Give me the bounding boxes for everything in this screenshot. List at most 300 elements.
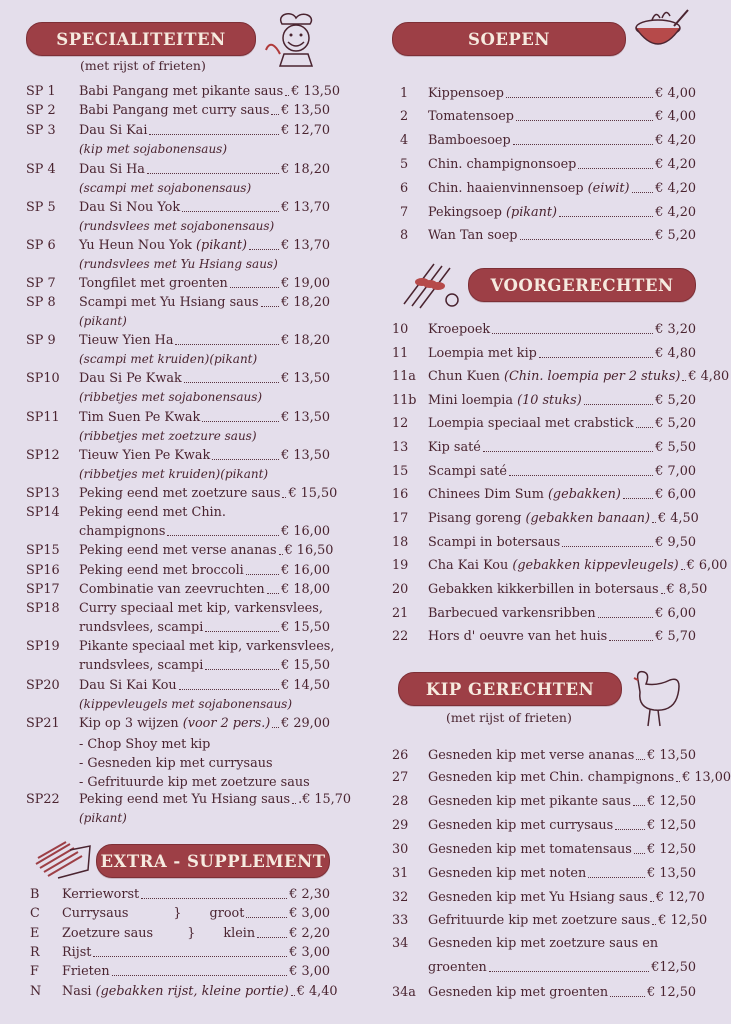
item-code: 17 — [392, 511, 409, 526]
item-name-text: Frieten — [62, 964, 110, 979]
menu-item-row — [30, 887, 330, 903]
leader-dots — [249, 249, 279, 250]
item-note: (kip met sojabonensaus) — [79, 142, 228, 156]
leader-dots — [509, 475, 653, 476]
item-price: € 4,20 — [655, 205, 696, 220]
item-name — [79, 563, 244, 579]
menu-item-row — [26, 543, 334, 559]
menu-item-row — [392, 866, 696, 882]
item-code: SP20 — [26, 678, 60, 693]
item-price: € 29,00 — [281, 716, 330, 731]
item-price: € 13,50 — [647, 748, 696, 763]
item-name — [79, 123, 147, 139]
item-code: 11a — [392, 369, 416, 384]
item-name — [428, 109, 514, 125]
soepen-title: SOEPEN — [468, 29, 550, 49]
item-code: 1 — [400, 86, 409, 101]
item-price: € 3,00 — [289, 964, 330, 979]
specialiteiten-subtitle: (met rijst of frieten) — [80, 58, 206, 73]
leader-dots — [257, 937, 287, 938]
leader-dots — [676, 781, 680, 782]
item-name-text: Tieuw Yien Pe Kwak — [79, 448, 211, 463]
item-code: 34a — [392, 985, 416, 1000]
item-name-text: Rijst — [62, 945, 92, 960]
item-name-note: (voor 2 pers.) — [182, 716, 271, 731]
item-code: SP 7 — [26, 276, 56, 291]
menu-item-row — [26, 333, 330, 349]
item-price: € 13,50 — [281, 448, 330, 463]
soup-bowl-icon — [630, 6, 692, 58]
brace: } — [173, 906, 182, 921]
item-name-text: Loempia met kip — [428, 346, 537, 361]
item-price: € 4,20 — [655, 133, 696, 148]
soepen-banner — [392, 22, 626, 56]
leader-dots — [167, 535, 279, 536]
item-name-text: Kip saté — [428, 440, 481, 455]
item-name — [62, 984, 289, 1000]
item-name — [428, 985, 608, 1001]
item-name-cont: groenten — [428, 960, 487, 975]
menu-item-row — [400, 205, 696, 221]
item-note: (pikant) — [79, 811, 127, 825]
item-code: 6 — [400, 181, 409, 196]
menu-item-row — [26, 410, 330, 426]
item-name — [62, 887, 139, 903]
item-name — [79, 371, 182, 387]
item-name — [428, 464, 507, 480]
item-name-text: Dau Si Pe Kwak — [79, 371, 182, 386]
item-name-text: Peking eend met verse ananas — [79, 543, 277, 558]
item-code: 22 — [392, 629, 409, 644]
item-name-text: Dau Si Kai — [79, 123, 148, 138]
item-name-note: (gebakken rijst, kleine portie) — [95, 984, 289, 999]
item-name-text: Cha Kai Kou — [428, 558, 509, 573]
menu-item-row — [26, 486, 338, 502]
item-name-note: (Chin. loempia per 2 stuks) — [504, 369, 681, 384]
menu-item-row — [26, 448, 330, 464]
item-name — [428, 770, 674, 786]
specialiteiten-title: SPECIALITEITEN — [56, 29, 226, 49]
leader-dots — [149, 134, 279, 135]
menu-item-row — [392, 748, 696, 764]
item-name-text: Chin. haaienvinnensoep — [428, 181, 584, 196]
leader-dots — [609, 640, 653, 641]
item-price: € 13,50 — [291, 84, 341, 99]
item-price: € 13,50 — [647, 866, 696, 881]
menu-item-row — [392, 322, 696, 338]
item-name-text: Chun Kuen — [428, 369, 500, 384]
item-name-note: (pikant) — [196, 238, 248, 253]
item-name-text: Currysaus — [62, 906, 129, 921]
item-price: € 3,00 — [289, 906, 330, 921]
item-code: SP 9 — [26, 333, 56, 348]
menu-item-row — [26, 563, 330, 579]
item-price: € 18,20 — [281, 162, 330, 177]
item-price: € 12,50 — [647, 818, 696, 833]
leader-dots — [516, 120, 653, 121]
leader-dots — [175, 344, 279, 345]
item-price: € 16,50 — [284, 543, 334, 558]
item-name-text: Scampi saté — [428, 464, 507, 479]
item-price: € 12,70 — [655, 890, 705, 905]
item-note: (ribbetjes met zoetzure saus) — [79, 429, 257, 443]
leader-dots — [562, 546, 653, 547]
item-price: € 13,50 — [281, 410, 330, 425]
item-name — [428, 511, 650, 527]
item-price: € 18,00 — [281, 582, 330, 597]
leader-dots — [633, 805, 645, 806]
menu-item-row — [26, 371, 330, 387]
item-name-text: Gesneden kip met tomatensaus — [428, 842, 632, 857]
item-code: 5 — [400, 157, 409, 172]
item-name — [79, 410, 200, 426]
menu-item-row — [400, 181, 696, 197]
menu-item-row — [26, 162, 330, 178]
menu-item-row — [30, 964, 330, 980]
leader-dots — [513, 144, 654, 145]
item-name-text: Peking eend met Yu Hsiang saus — [79, 792, 291, 807]
item-price: € 15,50 — [288, 486, 338, 501]
item-name — [428, 890, 648, 906]
item-name — [79, 792, 290, 808]
menu-item-row — [392, 770, 731, 786]
menu-item-row — [392, 393, 696, 409]
item-name-text: Kroepoek — [428, 322, 491, 337]
leader-dots — [598, 617, 654, 618]
leader-dots — [205, 669, 279, 670]
item-note: (rundsvlees met sojabonensaus) — [79, 219, 275, 233]
menu-item-row — [26, 276, 330, 292]
item-name-text: Gesneden kip met Chin. champignons — [428, 770, 675, 785]
item-name-text: Chin. champignonsoep — [428, 157, 577, 172]
item-price: € 18,20 — [281, 295, 330, 310]
item-code: SP15 — [26, 543, 60, 558]
menu-item-row — [26, 678, 330, 694]
menu-item-row — [79, 524, 330, 540]
item-price: € 18,20 — [281, 333, 330, 348]
item-name — [428, 416, 634, 432]
leader-dots — [652, 522, 656, 523]
item-code: SP18 — [26, 601, 60, 616]
item-name — [428, 322, 490, 338]
item-name: Gesneden kip met zoetzure saus en — [428, 936, 659, 951]
leader-dots — [141, 898, 287, 899]
item-name — [428, 393, 582, 409]
leader-dots — [182, 211, 279, 212]
leader-dots — [202, 421, 279, 422]
item-code: 13 — [392, 440, 409, 455]
leader-dots — [285, 95, 289, 96]
menu-item-row — [392, 818, 696, 834]
leader-dots — [682, 380, 686, 381]
leader-dots — [636, 759, 645, 760]
leader-dots — [652, 924, 656, 925]
item-price: € 13,70 — [281, 200, 330, 215]
item-name — [428, 913, 650, 929]
item-code: B — [30, 887, 40, 902]
item-name — [428, 133, 511, 149]
item-price: € 5,20 — [655, 228, 696, 243]
menu-item-row — [400, 228, 696, 244]
item-price: € 4,00 — [655, 109, 696, 124]
item-code: 16 — [392, 487, 409, 502]
leader-dots — [559, 216, 653, 217]
item-name — [428, 181, 630, 197]
item-code: SP 1 — [26, 84, 56, 99]
item-name-text: Gesneden kip met verse ananas — [428, 748, 635, 763]
item-name-note: (gebakken banaan) — [525, 511, 651, 526]
item-code: 20 — [392, 582, 409, 597]
item-price: € 4,80 — [688, 369, 730, 384]
item-name-text: Gefrituurde kip met zoetzure saus — [428, 913, 651, 928]
item-note: (kippevleugels met sojabonensaus) — [79, 697, 293, 711]
item-name-text: Mini loempia — [428, 393, 514, 408]
fries-icon — [30, 838, 94, 880]
item-name — [62, 906, 129, 922]
item-name — [428, 369, 680, 385]
menu-item-row — [30, 906, 330, 922]
leader-dots — [623, 498, 653, 499]
item-name-text: Kerrieworst — [62, 887, 140, 902]
item-name — [62, 964, 110, 980]
extra-title: EXTRA - SUPPLEMENT — [100, 851, 326, 871]
item-name-text: Tim Suen Pe Kwak — [79, 410, 201, 425]
item-price: € 2,20 — [289, 926, 330, 941]
item-name-note: (eiwit) — [587, 181, 630, 196]
item-name-note: (gebakken kippevleugels) — [512, 558, 679, 573]
item-code: SP19 — [26, 639, 60, 654]
item-name — [428, 629, 607, 645]
item-price: € 6,00 — [686, 558, 728, 573]
menu-item-row — [392, 464, 696, 480]
item-name-cont: rundsvlees, scampi — [79, 620, 204, 635]
leader-dots — [282, 497, 286, 498]
menu-item-row — [400, 133, 696, 149]
item-name — [79, 84, 283, 100]
item-code: SP 5 — [26, 200, 56, 215]
item-code: 27 — [392, 770, 409, 785]
item-code: SP14 — [26, 505, 60, 520]
item-price: € 12,50 — [658, 913, 708, 928]
item-code: 7 — [400, 205, 409, 220]
item-code: 30 — [392, 842, 409, 857]
item-code: 19 — [392, 558, 409, 573]
menu-item-row — [26, 200, 330, 216]
menu-item-row — [30, 984, 338, 1000]
specialiteiten-banner — [26, 22, 256, 56]
item-name-text: Peking eend met broccoli — [79, 563, 244, 578]
item-code: 11b — [392, 393, 417, 408]
leader-dots — [147, 173, 279, 174]
skewers-icon — [400, 258, 462, 310]
item-name — [428, 748, 634, 764]
menu-item-row — [392, 842, 696, 858]
item-name — [79, 162, 145, 178]
item-note: (ribbetjes met sojabonensaus) — [79, 390, 263, 404]
item-code: 33 — [392, 913, 409, 928]
item-price: € 16,00 — [281, 563, 330, 578]
item-note: (ribbetjes met kruiden)(pikant) — [79, 467, 269, 481]
item-name — [428, 86, 504, 102]
leader-dots — [650, 901, 654, 902]
item-price: € 5,70 — [655, 629, 696, 644]
item-name — [428, 606, 596, 622]
leader-dots — [205, 631, 279, 632]
item-price: € 6,00 — [655, 487, 696, 502]
item-price: € 4,00 — [655, 86, 696, 101]
item-name-text: Zoetzure saus — [62, 926, 154, 941]
kip-title: KIP GERECHTEN — [425, 679, 595, 699]
item-code: SP11 — [26, 410, 60, 425]
leader-dots — [272, 727, 279, 728]
item-code: 31 — [392, 866, 409, 881]
leader-dots — [93, 956, 287, 957]
item-name-text: Pekingsoep — [428, 205, 502, 220]
menu-item-row — [392, 369, 730, 385]
item-name — [428, 818, 613, 834]
menu-item-row — [30, 945, 330, 961]
item-code: SP17 — [26, 582, 60, 597]
item-name — [79, 200, 180, 216]
item-price: € 12,50 — [647, 842, 696, 857]
item-code: 26 — [392, 748, 409, 763]
item-code: 4 — [400, 133, 409, 148]
leader-dots — [483, 451, 653, 452]
menu-item-row — [428, 960, 696, 976]
leader-dots — [681, 569, 685, 570]
item-name — [79, 678, 177, 694]
item-name — [428, 205, 557, 221]
menu-item-row — [392, 606, 696, 622]
item-price: € 4,20 — [655, 181, 696, 196]
item-name-note: (gebakken) — [547, 487, 621, 502]
item-sub: - Gefrituurde kip met zoetzure saus — [79, 775, 310, 790]
item-name-text: Gesneden kip met pikante saus — [428, 794, 631, 809]
menu-item-row — [392, 794, 696, 810]
item-code: 8 — [400, 228, 409, 243]
item-code: 2 — [400, 109, 409, 124]
item-name-note: (10 stuks) — [517, 393, 582, 408]
item-price: € 5,20 — [655, 393, 696, 408]
leader-dots — [610, 996, 645, 997]
item-price: € 3,20 — [655, 322, 696, 337]
item-price: €12,50 — [651, 960, 696, 975]
menu-item-row — [392, 346, 696, 362]
item-note: (rundsvlees met Yu Hsiang saus) — [79, 257, 278, 271]
item-name-cont: champignons — [79, 524, 166, 539]
menu-item-row — [26, 792, 352, 808]
item-name-text: Barbecued varkensribben — [428, 606, 596, 621]
item-code: F — [30, 964, 39, 979]
item-name-text: Babi Pangang met curry saus — [79, 103, 270, 118]
item-code: C — [30, 906, 40, 921]
leader-dots — [588, 877, 645, 878]
leader-dots — [634, 853, 645, 854]
item-price: € 5,50 — [655, 440, 696, 455]
leader-dots — [267, 593, 279, 594]
item-name — [428, 535, 560, 551]
item-name-text: Gesneden kip met Yu Hsiang saus — [428, 890, 648, 905]
leader-dots — [271, 114, 279, 115]
item-price: € 3,00 — [289, 945, 330, 960]
item-name-text: Tieuw Yien Ha — [79, 333, 174, 348]
item-name — [79, 582, 265, 598]
item-name — [428, 487, 621, 503]
item-name-text: Gesneden kip met currysaus — [428, 818, 614, 833]
item-name — [428, 157, 576, 173]
leader-dots — [261, 306, 280, 307]
item-name — [79, 333, 173, 349]
item-name — [79, 238, 247, 254]
leader-dots — [230, 287, 279, 288]
item-name-text: Dau Si Kai Kou — [79, 678, 177, 693]
item-price: € 16,00 — [281, 524, 330, 539]
chef-icon — [262, 10, 326, 68]
menu-item-row — [392, 890, 705, 906]
item-price: € 4,80 — [655, 346, 696, 361]
item-name — [79, 543, 277, 559]
item-name-text: Kippensoep — [428, 86, 504, 101]
item-name — [428, 794, 631, 810]
leader-dots — [492, 333, 653, 334]
item-name-text: Bamboesoep — [428, 133, 511, 148]
item-code: SP10 — [26, 371, 60, 386]
item-name — [79, 276, 228, 292]
item-price: € 6,00 — [655, 606, 696, 621]
menu-item-row — [392, 511, 699, 527]
item-name-text: Gesneden kip met noten — [428, 866, 587, 881]
item-name-note: (pikant) — [506, 205, 558, 220]
item-name — [79, 486, 280, 502]
item-price: € 15,50 — [281, 658, 330, 673]
item-name-cont: rundsvlees, scampi — [79, 658, 204, 673]
item-price: € 2,30 — [289, 887, 330, 902]
item-name-text: Gebakken kikkerbillen in botersaus — [428, 582, 659, 597]
leader-dots — [179, 689, 280, 690]
item-note: (scampi met sojabonensaus) — [79, 181, 252, 195]
item-note: (scampi met kruiden)(pikant) — [79, 352, 258, 366]
item-name-text: Dau Si Nou Yok — [79, 200, 181, 215]
item-name-text: Loempia speciaal met crabstick — [428, 416, 634, 431]
item-name-text: Kip op 3 wijzen — [79, 716, 179, 731]
menu-item-row — [392, 487, 696, 503]
item-name-text: Dau Si Ha — [79, 162, 145, 177]
item-price: € 8,50 — [666, 582, 708, 597]
menu-item-row — [392, 535, 696, 551]
chicken-icon — [628, 666, 686, 730]
menu-item-row — [392, 416, 696, 432]
leader-dots — [212, 459, 279, 460]
item-code: SP12 — [26, 448, 60, 463]
item-code: 28 — [392, 794, 409, 809]
leader-dots — [584, 404, 654, 405]
item-sub: - Gesneden kip met currysaus — [79, 756, 273, 771]
item-name-text: Wan Tan soep — [428, 228, 518, 243]
leader-dots — [632, 192, 654, 193]
menu-item-row — [392, 913, 708, 929]
menu-item-row — [79, 658, 330, 674]
item-price: € 12,70 — [281, 123, 330, 138]
item-price: € 12,50 — [647, 794, 696, 809]
item-code: 12 — [392, 416, 409, 431]
leader-dots — [636, 427, 654, 428]
menu-item-row — [392, 558, 728, 574]
item-size: groot — [209, 906, 245, 921]
item-name — [428, 842, 632, 858]
leader-dots — [661, 593, 665, 594]
leader-dots — [291, 995, 295, 996]
item-price: € 15,50 — [281, 620, 330, 635]
